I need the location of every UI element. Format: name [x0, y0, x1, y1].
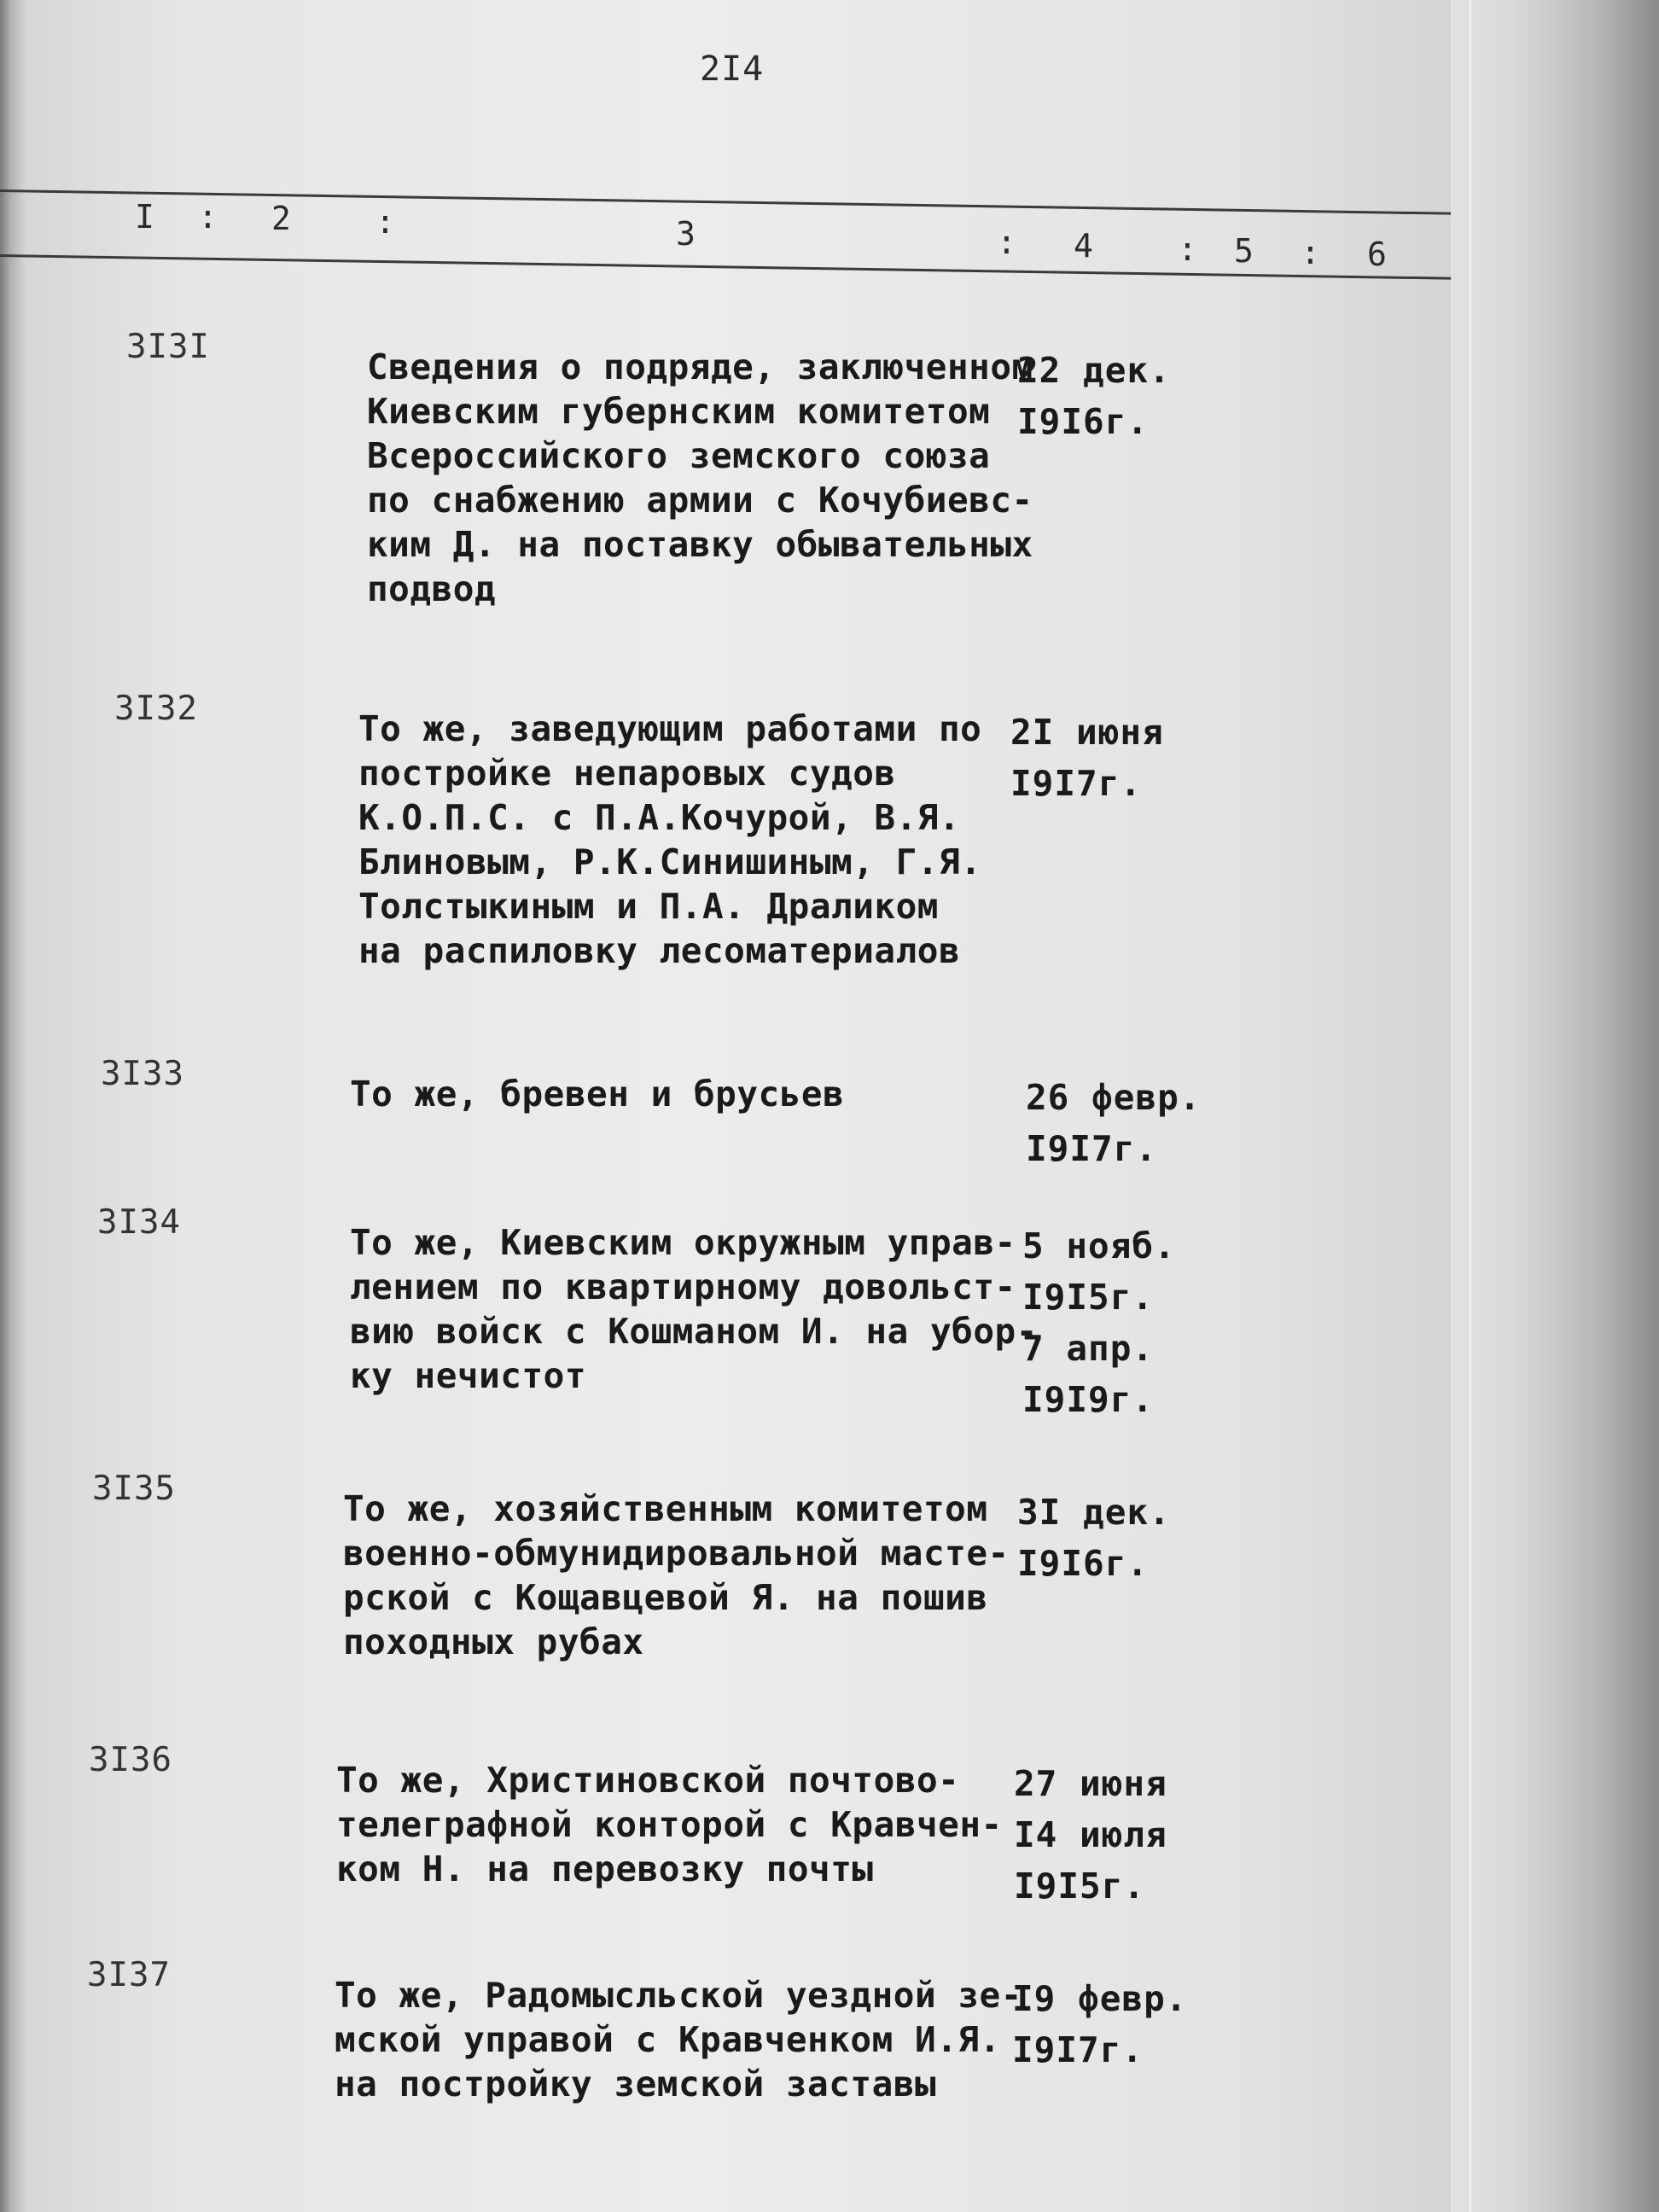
date-line: 7 апр.: [1022, 1328, 1155, 1369]
row-number: 3I3I: [126, 328, 210, 366]
column-header-separator: :: [997, 224, 1016, 261]
description-line: Блиновым, Р.К.Синишиным, Г.Я.: [358, 841, 982, 882]
column-header-4: 4: [1074, 227, 1093, 265]
row-dates: [1022, 1220, 1176, 1425]
description-line: вию войск с Кошманом И. на убор-: [350, 1311, 1038, 1352]
description-line: постройке непаровых судов: [358, 753, 896, 794]
row-dates: [1010, 707, 1164, 809]
row-dates: [1026, 1072, 1201, 1174]
description-line: То же, Христиновской почтово-: [336, 1760, 960, 1801]
row-number: 3I33: [101, 1055, 184, 1093]
description-line: Сведения о подряде, заключенном: [367, 346, 1033, 387]
date-line: I9I5г.: [1022, 1277, 1155, 1318]
description-line: То же, заведующим работами по: [358, 708, 982, 749]
description-line: Киевским губернским комитетом: [367, 391, 991, 432]
row-dates: [1017, 345, 1171, 447]
row-dates: [1012, 1973, 1187, 2075]
date-line: I9I5г.: [1014, 1866, 1146, 1906]
row-description: [336, 1758, 1003, 1891]
row-description: [350, 1072, 844, 1116]
date-line: I9I7г.: [1012, 2029, 1144, 2070]
description-line: подвод: [367, 568, 497, 609]
column-header-separator: :: [375, 203, 395, 241]
description-line: Толстыкиным и П.А. Драликом: [358, 886, 939, 927]
date-line: 26 февр.: [1026, 1077, 1202, 1118]
description-line: ком Н. на перевозку почты: [336, 1848, 874, 1889]
row-number: 3I34: [97, 1203, 181, 1242]
page-edge-line: [1470, 0, 1471, 2212]
row-number: 3I35: [92, 1470, 176, 1508]
column-header-1: I: [135, 198, 154, 236]
date-line: I9I9г.: [1022, 1379, 1155, 1420]
date-line: 3I дек.: [1017, 1492, 1171, 1533]
page-edge: [1451, 0, 1659, 2212]
date-line: I9I6г.: [1017, 401, 1150, 442]
row-number: 3I37: [87, 1956, 171, 1994]
description-line: по снабжению армии с Кочубиевс-: [367, 480, 1033, 521]
date-line: I4 июля: [1014, 1814, 1167, 1855]
row-description: [343, 1487, 1010, 1664]
row-dates: [1017, 1487, 1171, 1589]
row-dates: [1014, 1758, 1167, 1912]
date-line: I9I7г.: [1026, 1128, 1158, 1169]
description-line: Всероссийского земского союза: [367, 435, 991, 476]
description-line: ку нечистот: [350, 1355, 587, 1396]
description-line: походных рубах: [343, 1621, 644, 1662]
column-header-3: 3: [676, 215, 696, 253]
column-header-separator: :: [198, 198, 218, 236]
column-header-6: 6: [1367, 236, 1387, 273]
page-number: 2I4: [700, 49, 765, 89]
description-line: То же, Киевским окружным управ-: [350, 1222, 1016, 1263]
date-line: 22 дек.: [1017, 350, 1171, 391]
description-line: То же, хозяйственным комитетом: [343, 1488, 988, 1529]
row-description: [335, 1973, 1022, 2106]
row-description: [367, 345, 1033, 611]
description-line: на постройку земской заставы: [335, 2064, 937, 2104]
description-line: мской управой с Кравченком И.Я.: [335, 2019, 1001, 2060]
description-line: на распиловку лесоматериалов: [358, 930, 961, 971]
description-line: военно-обмунидировальной масте-: [343, 1533, 1010, 1574]
row-number: 3I32: [114, 690, 198, 728]
description-line: ким Д. на поставку обывательных: [367, 524, 1033, 565]
description-line: лением по квартирному довольст-: [350, 1266, 1016, 1307]
column-header-2: 2: [271, 200, 291, 237]
description-line: телеграфной конторой с Кравчен-: [336, 1804, 1003, 1845]
column-header-5: 5: [1234, 232, 1254, 270]
date-line: 2I июня: [1010, 712, 1164, 753]
column-header-separator: :: [1178, 230, 1197, 268]
date-line: I9I7г.: [1010, 763, 1143, 804]
row-description: [350, 1220, 1038, 1398]
column-header-separator: :: [1301, 234, 1320, 271]
date-line: I9I6г.: [1017, 1543, 1150, 1584]
description-line: рской с Кощавцевой Я. на пошив: [343, 1577, 988, 1618]
date-line: I9 февр.: [1012, 1978, 1188, 2019]
row-number: 3I36: [89, 1741, 172, 1779]
description-line: То же, Радомысльской уездной зе-: [335, 1975, 1022, 2016]
date-line: 5 нояб.: [1022, 1225, 1176, 1266]
description-line: К.О.П.С. с П.А.Кочурой, В.Я.: [358, 797, 961, 838]
row-description: [358, 707, 981, 973]
description-line: То же, бревен и брусьев: [350, 1074, 845, 1115]
date-line: 27 июня: [1014, 1763, 1167, 1804]
